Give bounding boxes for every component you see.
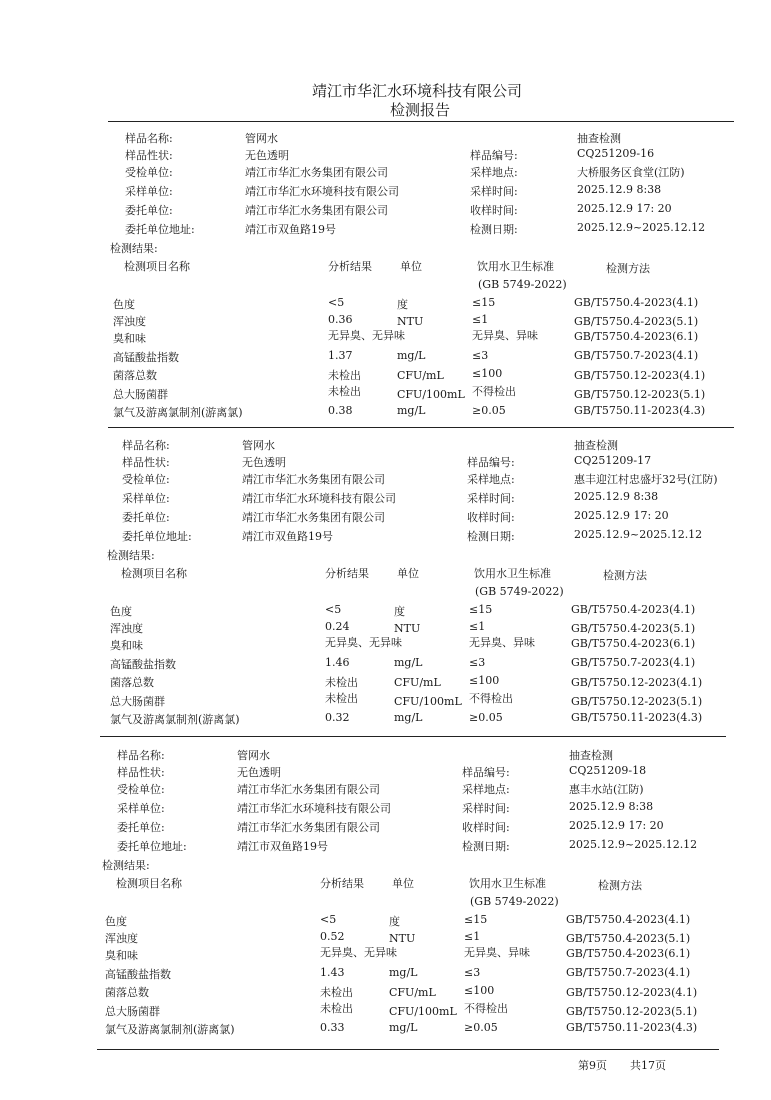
field-value: 管网水 bbox=[242, 439, 275, 452]
table-row-standard: ≤15 bbox=[464, 913, 488, 926]
field-value: 靖江市华汇水务集团有限公司 bbox=[237, 821, 380, 834]
field-value: 管网水 bbox=[245, 132, 278, 145]
table-row-result: 无异臭、无异味 bbox=[328, 329, 405, 342]
field-value: 无色透明 bbox=[245, 149, 289, 162]
field-value: 无色透明 bbox=[237, 766, 281, 779]
table-row-method: GB/T5750.12-2023(4.1) bbox=[574, 369, 706, 382]
report-title: 检测报告 bbox=[390, 101, 451, 119]
table-row-result: 未检出 bbox=[320, 1002, 353, 1015]
table-row-method: GB/T5750.4-2023(5.1) bbox=[566, 932, 691, 945]
field-value: 2025.12.9 8:38 bbox=[569, 800, 654, 813]
table-row-result: 无异臭、无异味 bbox=[325, 636, 402, 649]
field-label: 检测日期: bbox=[462, 840, 510, 853]
table-row-standard: 不得检出 bbox=[469, 692, 513, 705]
field-value: 抽查检测 bbox=[574, 439, 618, 452]
table-row-method: GB/T5750.12-2023(4.1) bbox=[566, 986, 698, 999]
table-row-method: GB/T5750.7-2023(4.1) bbox=[571, 656, 696, 669]
table-row-standard: ≤1 bbox=[464, 930, 481, 943]
table-row-standard: ≤100 bbox=[464, 984, 495, 997]
field-label: 采样单位: bbox=[125, 185, 173, 198]
table-row-standard: ≥0.05 bbox=[469, 711, 503, 724]
table-row-result: 1.37 bbox=[328, 349, 353, 362]
table-row-standard: 无异臭、异味 bbox=[464, 946, 530, 959]
table-row-standard: ≤3 bbox=[472, 349, 489, 362]
results-label: 检测结果: bbox=[110, 242, 158, 255]
table-row-standard: ≤100 bbox=[469, 674, 500, 687]
table-row-unit: mg/L bbox=[394, 656, 423, 669]
table-row-method: GB/T5750.7-2023(4.1) bbox=[574, 349, 699, 362]
table-row-standard: ≥0.05 bbox=[472, 404, 506, 417]
field-label: 收样时间: bbox=[462, 821, 510, 834]
field-value: CQ251209-16 bbox=[577, 147, 655, 160]
table-row-item: 色度 bbox=[110, 605, 132, 618]
col-header-method: 检测方法 bbox=[603, 569, 647, 582]
table-row-result: 1.43 bbox=[320, 966, 345, 979]
field-value: 惠丰水站(江防) bbox=[569, 783, 644, 796]
field-value: 靖江市华汇水环境科技有限公司 bbox=[242, 492, 396, 505]
table-row-unit: 度 bbox=[394, 605, 405, 618]
table-row-unit: 度 bbox=[397, 298, 408, 311]
table-row-result: 0.38 bbox=[328, 404, 353, 417]
table-row-result: 无异臭、无异味 bbox=[320, 946, 397, 959]
table-row-item: 浑浊度 bbox=[113, 315, 146, 328]
table-row-unit: NTU bbox=[389, 932, 416, 945]
field-label: 采样单位: bbox=[117, 802, 165, 815]
table-row-method: GB/T5750.4-2023(6.1) bbox=[566, 947, 691, 960]
table-row-result: 未检出 bbox=[325, 676, 358, 689]
table-row-method: GB/T5750.12-2023(5.1) bbox=[566, 1005, 698, 1018]
field-label: 委托单位: bbox=[125, 204, 173, 217]
table-row-unit: CFU/mL bbox=[397, 369, 444, 382]
field-label: 检测日期: bbox=[470, 223, 518, 236]
table-row-standard: ≤100 bbox=[472, 367, 503, 380]
field-label: 样品编号: bbox=[462, 766, 510, 779]
col-header-unit: 单位 bbox=[400, 260, 422, 273]
field-value: 靖江市双鱼路19号 bbox=[237, 840, 328, 853]
table-row-item: 总大肠菌群 bbox=[113, 388, 168, 401]
col-header-item: 检测项目名称 bbox=[116, 877, 182, 890]
col-header-unit: 单位 bbox=[397, 567, 419, 580]
table-row-item: 浑浊度 bbox=[110, 622, 143, 635]
table-row-method: GB/T5750.7-2023(4.1) bbox=[566, 966, 691, 979]
field-label: 收样时间: bbox=[467, 511, 515, 524]
field-value: 2025.12.9~2025.12.12 bbox=[569, 838, 698, 851]
table-row-unit: CFU/mL bbox=[394, 676, 441, 689]
table-row-item: 臭和味 bbox=[113, 332, 146, 345]
col-header-item: 检测项目名称 bbox=[121, 567, 187, 580]
table-row-standard: ≤3 bbox=[464, 966, 481, 979]
field-value: CQ251209-17 bbox=[574, 454, 652, 467]
table-row-result: <5 bbox=[320, 913, 337, 926]
table-row-standard: ≤1 bbox=[472, 313, 489, 326]
table-row-unit: 度 bbox=[389, 915, 400, 928]
table-row-unit: mg/L bbox=[397, 349, 426, 362]
sample-top-rule bbox=[100, 736, 726, 737]
field-label: 受检单位: bbox=[125, 166, 173, 179]
table-row-method: GB/T5750.11-2023(4.3) bbox=[574, 404, 706, 417]
footer-rule bbox=[97, 1049, 719, 1050]
field-label: 采样时间: bbox=[467, 492, 515, 505]
table-row-result: <5 bbox=[325, 603, 342, 616]
table-row-unit: mg/L bbox=[389, 966, 418, 979]
table-row-unit: mg/L bbox=[394, 711, 423, 724]
table-row-standard: ≤15 bbox=[472, 296, 496, 309]
field-label: 样品名称: bbox=[117, 749, 165, 762]
field-label: 样品名称: bbox=[122, 439, 170, 452]
col-header-method: 检测方法 bbox=[606, 262, 650, 275]
table-row-item: 臭和味 bbox=[105, 949, 138, 962]
table-row-result: 未检出 bbox=[325, 692, 358, 705]
field-label: 委托单位地址: bbox=[125, 223, 195, 236]
field-value: 抽查检测 bbox=[569, 749, 613, 762]
table-row-unit: CFU/100mL bbox=[397, 388, 465, 401]
table-row-result: 未检出 bbox=[328, 385, 361, 398]
field-label: 采样地点: bbox=[462, 783, 510, 796]
table-row-item: 菌落总数 bbox=[105, 986, 149, 999]
table-row-item: 色度 bbox=[105, 915, 127, 928]
table-row-result: 未检出 bbox=[328, 369, 361, 382]
table-row-standard: 不得检出 bbox=[472, 385, 516, 398]
field-label: 受检单位: bbox=[117, 783, 165, 796]
table-row-method: GB/T5750.12-2023(5.1) bbox=[571, 695, 703, 708]
field-value: 靖江市华汇水务集团有限公司 bbox=[237, 783, 380, 796]
table-row-method: GB/T5750.4-2023(5.1) bbox=[574, 315, 699, 328]
field-label: 样品性状: bbox=[125, 149, 173, 162]
table-row-method: GB/T5750.4-2023(6.1) bbox=[574, 330, 699, 343]
table-row-unit: mg/L bbox=[397, 404, 426, 417]
table-row-method: GB/T5750.4-2023(4.1) bbox=[571, 603, 696, 616]
field-value: 2025.12.9~2025.12.12 bbox=[577, 221, 706, 234]
col-header-result: 分析结果 bbox=[320, 877, 364, 890]
table-row-unit: NTU bbox=[394, 622, 421, 635]
table-row-item: 氯气及游离氯制剂(游离氯) bbox=[105, 1023, 235, 1036]
field-value: CQ251209-18 bbox=[569, 764, 647, 777]
field-label: 收样时间: bbox=[470, 204, 518, 217]
field-label: 采样时间: bbox=[462, 802, 510, 815]
table-row-item: 总大肠菌群 bbox=[105, 1005, 160, 1018]
field-label: 样品名称: bbox=[125, 132, 173, 145]
field-value: 2025.12.9 17: 20 bbox=[574, 509, 669, 522]
field-label: 样品性状: bbox=[117, 766, 165, 779]
table-row-method: GB/T5750.12-2023(4.1) bbox=[571, 676, 703, 689]
table-row-standard: 无异臭、异味 bbox=[469, 636, 535, 649]
table-row-method: GB/T5750.12-2023(5.1) bbox=[574, 388, 706, 401]
field-value: 靖江市双鱼路19号 bbox=[242, 530, 333, 543]
col-header-standard: 饮用水卫生标准 bbox=[474, 567, 551, 580]
col-header-standard: 饮用水卫生标准 bbox=[477, 260, 554, 273]
table-row-result: 0.24 bbox=[325, 620, 350, 633]
field-label: 采样时间: bbox=[470, 185, 518, 198]
table-row-method: GB/T5750.4-2023(6.1) bbox=[571, 637, 696, 650]
field-label: 样品编号: bbox=[470, 149, 518, 162]
table-row-item: 色度 bbox=[113, 298, 135, 311]
field-label: 委托单位: bbox=[117, 821, 165, 834]
table-row-standard: 无异臭、异味 bbox=[472, 329, 538, 342]
field-label: 委托单位地址: bbox=[117, 840, 187, 853]
field-value: 靖江市华汇水务集团有限公司 bbox=[245, 204, 388, 217]
field-value: 抽查检测 bbox=[577, 132, 621, 145]
field-value: 靖江市华汇水环境科技有限公司 bbox=[245, 185, 399, 198]
col-header-standard-code: (GB 5749-2022) bbox=[475, 585, 564, 598]
field-label: 样品性状: bbox=[122, 456, 170, 469]
col-header-unit: 单位 bbox=[392, 877, 414, 890]
field-value: 惠丰迎江村忠盛圩32号(江防) bbox=[574, 473, 718, 486]
table-row-item: 高锰酸盐指数 bbox=[105, 968, 171, 981]
company-name: 靖江市华汇水环境科技有限公司 bbox=[312, 82, 523, 100]
table-row-unit: CFU/100mL bbox=[394, 695, 462, 708]
col-header-standard-code: (GB 5749-2022) bbox=[478, 278, 567, 291]
table-row-result: 0.36 bbox=[328, 313, 353, 326]
col-header-item: 检测项目名称 bbox=[124, 260, 190, 273]
table-row-standard: 不得检出 bbox=[464, 1002, 508, 1015]
field-value: 2025.12.9 8:38 bbox=[577, 183, 662, 196]
field-value: 管网水 bbox=[237, 749, 270, 762]
table-row-standard: ≤1 bbox=[469, 620, 486, 633]
field-label: 委托单位: bbox=[122, 511, 170, 524]
table-row-method: GB/T5750.11-2023(4.3) bbox=[571, 711, 703, 724]
field-value: 无色透明 bbox=[242, 456, 286, 469]
table-row-item: 臭和味 bbox=[110, 639, 143, 652]
results-label: 检测结果: bbox=[107, 549, 155, 562]
table-row-standard: ≤3 bbox=[469, 656, 486, 669]
col-header-result: 分析结果 bbox=[325, 567, 369, 580]
table-row-standard: ≥0.05 bbox=[464, 1021, 498, 1034]
table-row-result: 未检出 bbox=[320, 986, 353, 999]
field-value: 靖江市华汇水务集团有限公司 bbox=[242, 473, 385, 486]
table-row-result: <5 bbox=[328, 296, 345, 309]
field-label: 采样单位: bbox=[122, 492, 170, 505]
table-row-result: 0.33 bbox=[320, 1021, 345, 1034]
field-value: 靖江市华汇水环境科技有限公司 bbox=[237, 802, 391, 815]
table-row-item: 总大肠菌群 bbox=[110, 695, 165, 708]
table-row-result: 0.52 bbox=[320, 930, 345, 943]
table-row-unit: CFU/100mL bbox=[389, 1005, 457, 1018]
page-number: 第9页 bbox=[578, 1059, 607, 1072]
col-header-result: 分析结果 bbox=[328, 260, 372, 273]
col-header-standard: 饮用水卫生标准 bbox=[469, 877, 546, 890]
field-label: 采样地点: bbox=[467, 473, 515, 486]
table-row-item: 氯气及游离氯制剂(游离氯) bbox=[113, 406, 243, 419]
field-value: 靖江市双鱼路19号 bbox=[245, 223, 336, 236]
table-row-item: 氯气及游离氯制剂(游离氯) bbox=[110, 713, 240, 726]
table-row-method: GB/T5750.4-2023(4.1) bbox=[574, 296, 699, 309]
table-row-result: 1.46 bbox=[325, 656, 350, 669]
table-row-result: 0.32 bbox=[325, 711, 350, 724]
field-value: 靖江市华汇水务集团有限公司 bbox=[245, 166, 388, 179]
field-value: 2025.12.9 8:38 bbox=[574, 490, 659, 503]
table-row-item: 高锰酸盐指数 bbox=[110, 658, 176, 671]
table-row-item: 菌落总数 bbox=[110, 676, 154, 689]
table-row-item: 浑浊度 bbox=[105, 932, 138, 945]
table-row-unit: CFU/mL bbox=[389, 986, 436, 999]
col-header-method: 检测方法 bbox=[598, 879, 642, 892]
field-label: 委托单位地址: bbox=[122, 530, 192, 543]
field-value: 2025.12.9 17: 20 bbox=[577, 202, 672, 215]
table-row-item: 菌落总数 bbox=[113, 369, 157, 382]
table-row-standard: ≤15 bbox=[469, 603, 493, 616]
page-total: 共17页 bbox=[630, 1059, 666, 1072]
results-label: 检测结果: bbox=[102, 859, 150, 872]
table-row-method: GB/T5750.4-2023(5.1) bbox=[571, 622, 696, 635]
field-value: 2025.12.9 17: 20 bbox=[569, 819, 664, 832]
table-row-unit: mg/L bbox=[389, 1021, 418, 1034]
field-label: 样品编号: bbox=[467, 456, 515, 469]
field-label: 采样地点: bbox=[470, 166, 518, 179]
field-value: 大桥服务区食堂(江防) bbox=[577, 166, 685, 179]
field-value: 靖江市华汇水务集团有限公司 bbox=[242, 511, 385, 524]
table-row-item: 高锰酸盐指数 bbox=[113, 351, 179, 364]
field-value: 2025.12.9~2025.12.12 bbox=[574, 528, 703, 541]
field-label: 检测日期: bbox=[467, 530, 515, 543]
field-label: 受检单位: bbox=[122, 473, 170, 486]
col-header-standard-code: (GB 5749-2022) bbox=[470, 895, 559, 908]
table-row-unit: NTU bbox=[397, 315, 424, 328]
table-row-method: GB/T5750.11-2023(4.3) bbox=[566, 1021, 698, 1034]
table-row-method: GB/T5750.4-2023(4.1) bbox=[566, 913, 691, 926]
